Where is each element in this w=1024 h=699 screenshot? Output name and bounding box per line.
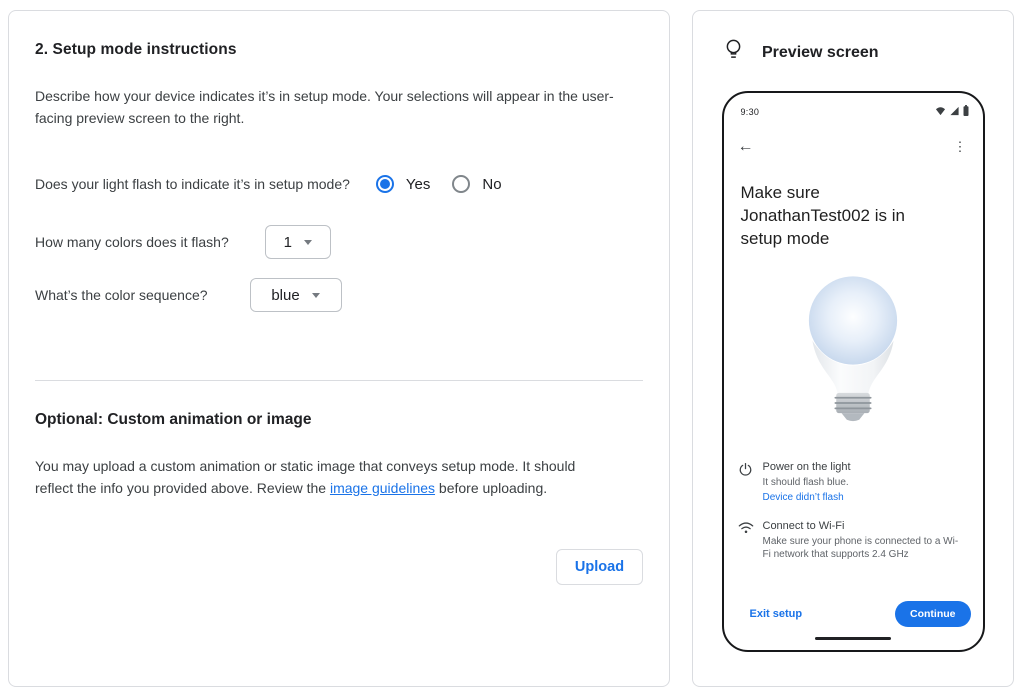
wifi-status-icon	[935, 103, 946, 121]
battery-icon	[963, 103, 969, 121]
colors-count-dropdown[interactable]	[265, 225, 331, 259]
exit-setup-button[interactable]: Exit setup	[749, 607, 803, 620]
image-guidelines-link[interactable]: image guidelines	[329, 479, 436, 496]
upload-button-row	[35, 549, 643, 585]
colors-count-value: 1	[283, 233, 292, 251]
lightbulb-icon	[723, 37, 744, 68]
step-power-text	[763, 461, 851, 503]
optional-section-description	[35, 456, 603, 499]
preview-title: Preview screen	[762, 43, 879, 61]
description-text-after-link: before uploading.	[435, 479, 548, 496]
flash-question-label: Does your light flash to indicate it’s in setup mode?	[35, 176, 350, 192]
flash-radio-group	[376, 175, 524, 193]
section-divider	[35, 380, 643, 381]
upload-button[interactable]: Upload	[556, 549, 643, 585]
chevron-down-icon	[304, 240, 312, 245]
section-description: Describe how your device indicates it’s in setup mode. Your selections will appear in the user-facing preview screen to the right.	[35, 88, 614, 126]
phone-appbar	[724, 121, 983, 155]
kebab-menu-icon[interactable]: ⋮	[953, 139, 967, 154]
step-title: Connect to Wi-Fi	[762, 520, 845, 532]
sequence-question-label: What’s the color sequence?	[35, 287, 208, 303]
bulb-image-wrap	[724, 272, 983, 427]
color-sequence-value: blue	[271, 286, 300, 304]
cell-signal-icon	[949, 103, 960, 121]
phone-mockup	[722, 91, 985, 652]
phone-footer	[724, 601, 983, 627]
status-icons	[935, 103, 969, 121]
status-time: 9:30	[740, 107, 760, 117]
optional-section-title: Optional: Custom animation or image	[35, 411, 312, 428]
flash-question-row	[35, 175, 643, 193]
colors-question-label: How many colors does it flash?	[35, 234, 229, 250]
power-icon	[738, 461, 763, 503]
radio-no-label[interactable]: No	[482, 175, 502, 193]
colors-question-row	[35, 225, 643, 259]
radio-yes-dot	[380, 179, 390, 189]
step-wifi	[738, 520, 965, 561]
back-arrow-icon[interactable]: ←	[737, 138, 754, 155]
step-subtitle: It should flash blue.	[762, 477, 849, 488]
light-bulb-image	[800, 272, 906, 427]
radio-yes[interactable]	[376, 175, 394, 193]
preview-header	[693, 37, 1013, 68]
section-title: 2. Setup mode instructions	[35, 41, 237, 58]
radio-yes-label[interactable]: Yes	[405, 175, 431, 193]
step-title: Power on the light	[762, 461, 851, 473]
radio-no[interactable]	[452, 175, 470, 193]
phone-heading: Make sure JonathanTest002 is in setup mode	[740, 183, 905, 248]
continue-button[interactable]: Continue	[895, 601, 971, 627]
phone-statusbar	[724, 93, 983, 121]
sequence-question-row	[35, 278, 643, 312]
device-didnt-flash-link[interactable]: Device didn’t flash	[762, 492, 844, 503]
setup-mode-card	[8, 10, 670, 687]
description-text-before-link: You may upload a custom animation or static image that conveys setup mode. It should reflect the info you provided above. Review the	[35, 458, 576, 496]
home-indicator	[815, 637, 891, 641]
preview-card	[692, 10, 1014, 687]
color-sequence-dropdown[interactable]	[250, 278, 342, 312]
step-power	[738, 461, 965, 503]
step-wifi-text	[763, 520, 961, 561]
wifi-icon	[738, 520, 763, 561]
chevron-down-icon	[312, 293, 320, 298]
step-subtitle: Make sure your phone is connected to a Wi-Fi network that supports 2.4 GHz	[762, 536, 959, 560]
setup-steps	[724, 461, 983, 578]
